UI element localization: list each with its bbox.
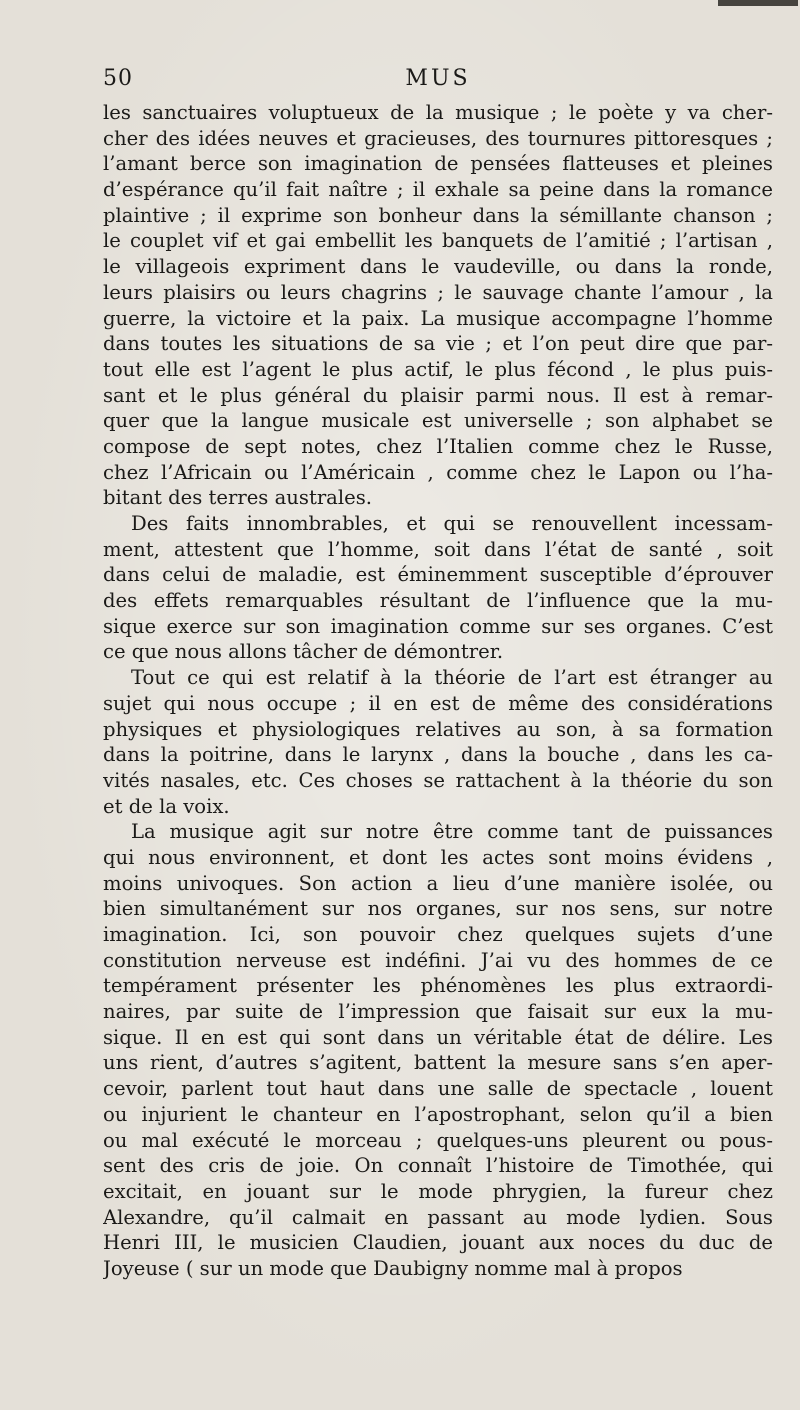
text-line: l’amant berce son imagination de pensées flatteuses et pleines <box>103 152 773 176</box>
text-line: cevoir, parlent tout haut dans une salle de spectacle , louent <box>103 1077 773 1101</box>
text-line: constitution nerveuse est indéfini. J’ai vu des hommes de ce <box>103 948 773 972</box>
text-line: Tout ce qui est relatif à la théorie de l’art est étranger au <box>131 666 773 690</box>
text-line: sant et le plus général du plaisir parmi nous. Il est à remar- <box>103 383 773 407</box>
text-line: ou injurient le chanteur en l’apostrophant, selon qu’il a bien <box>103 1102 773 1126</box>
text-line: ou mal exécuté le morceau ; quelques-uns pleurent ou pous- <box>103 1128 773 1152</box>
text-line: sujet qui nous occupe ; il en est de même des considérations <box>103 691 773 715</box>
running-head: MUS <box>405 66 471 91</box>
text-line: dans celui de maladie, est éminemment susceptible d’éprouver <box>103 563 773 587</box>
body-text <box>103 100 773 1282</box>
text-line: leurs plaisirs ou leurs chagrins ; le sauvage chante l’amour , la <box>103 280 773 304</box>
text-line: quer que la langue musicale est universelle ; son alphabet se <box>103 409 773 433</box>
text-line: naires, par suite de l’impression que faisait sur eux la mu- <box>103 1000 773 1024</box>
text-line: ce que nous allons tâcher de démontrer. <box>103 640 504 664</box>
text-line: cher des idées neuves et gracieuses, des tournures pittoresques ; <box>103 126 773 150</box>
text-line: dans la poitrine, dans le larynx , dans la bouche , dans les ca- <box>103 743 773 767</box>
text-line: Des faits innombrables, et qui se renouvellent incessam- <box>131 512 773 535</box>
text-line: d’espérance qu’il fait naître ; il exhale sa peine dans la romance <box>103 178 773 202</box>
text-line: dans toutes les situations de sa vie ; et l’on peut dire que par- <box>103 332 773 356</box>
text-line: moins univoques. Son action a lieu d’une manière isolée, ou <box>103 871 773 895</box>
text-line: chez l’Africain ou l’Américain , comme chez le Lapon ou l’ha- <box>103 460 773 484</box>
text-line: Alexandre, qu’il calmait en passant au mode lydien. Sous <box>103 1205 773 1229</box>
text-line: tout elle est l’agent le plus actif, le plus fécond , le plus puis- <box>103 357 773 381</box>
text-line: imagination. Ici, son pouvoir chez quelques sujets d’une <box>103 923 773 946</box>
text-line: et de la voix. <box>103 794 230 818</box>
text-line: physiques et physiologiques relatives au son, à sa formation <box>103 717 773 741</box>
text-line: ment, attestent que l’homme, soit dans l’état de santé , soit <box>103 537 773 561</box>
text-line: le villageois expriment dans le vaudeville, ou dans la ronde, <box>103 255 773 279</box>
paragraph <box>103 100 773 511</box>
text-line: vités nasales, etc. Ces choses se rattachent à la théorie du son <box>103 768 773 792</box>
text-line: Joyeuse ( sur un mode que Daubigny nomme mal à propos <box>103 1256 683 1280</box>
text-line: sique. Il en est qui sont dans un véritable état de délire. Les <box>103 1025 773 1049</box>
page-number: 50 <box>103 66 133 91</box>
text-line: uns rient, d’autres s’agitent, battent la mesure sans s’en aper- <box>103 1051 773 1075</box>
text-line: sent des cris de joie. On connaît l’histoire de Timothée, qui <box>103 1154 773 1178</box>
page-header <box>103 66 773 96</box>
text-line: excitait, en jouant sur le mode phrygien, la fureur chez <box>103 1179 773 1203</box>
paragraph <box>103 665 773 819</box>
text-line: plaintive ; il exprime son bonheur dans la sémillante chanson ; <box>103 203 773 227</box>
text-line: bitant des terres australes. <box>103 486 373 510</box>
text-line: bien simultanément sur nos organes, sur nos sens, sur notre <box>103 897 773 921</box>
paragraph <box>103 819 773 1281</box>
text-line: La musique agit sur notre être comme tant de puissances <box>131 820 773 844</box>
text-line: guerre, la victoire et la paix. La musique accompagne l’homme <box>103 306 773 330</box>
text-line: le couplet vif et gai embellit les banquets de l’amitié ; l’artisan , <box>103 229 773 253</box>
top-edge-rule <box>718 0 798 6</box>
text-line: tempérament présenter les phénomènes les plus extraordi- <box>103 974 773 998</box>
text-line: Henri III, le musicien Claudien, jouant aux noces du duc de <box>103 1231 773 1255</box>
text-line: sique exerce sur son imagination comme sur ses organes. C’est <box>103 614 773 638</box>
paragraph <box>103 511 773 665</box>
text-line: les sanctuaires voluptueux de la musique ; le poète y va cher- <box>103 101 773 124</box>
text-line: compose de sept notes, chez l’Italien comme chez le Russe, <box>103 434 773 458</box>
text-line: qui nous environnent, et dont les actes sont moins évidens , <box>103 845 773 869</box>
text-line: des effets remarquables résultant de l’influence que la mu- <box>103 589 773 613</box>
